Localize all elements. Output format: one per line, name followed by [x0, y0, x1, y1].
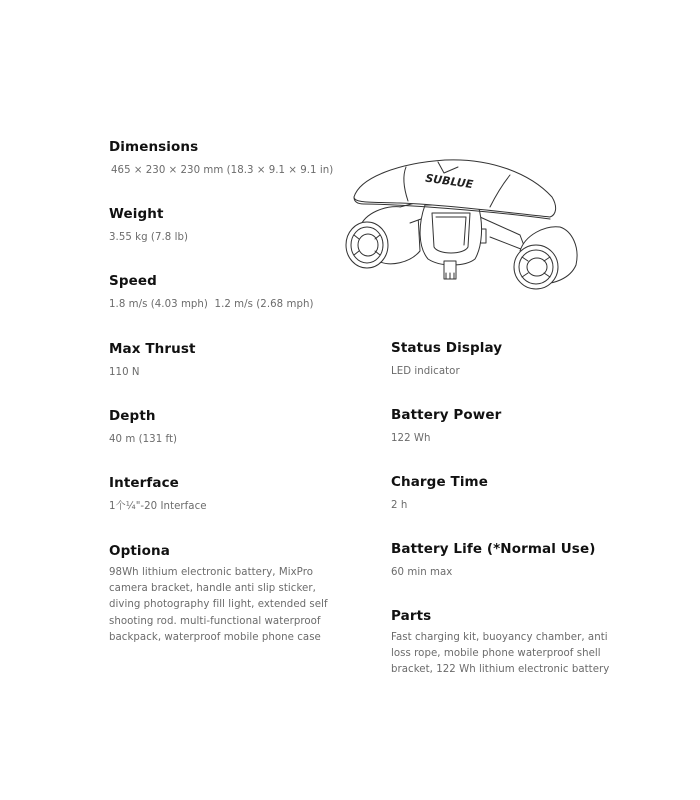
- spec-title: Dimensions: [109, 139, 199, 155]
- spec-speed: [109, 272, 314, 313]
- spec-dimensions: [109, 138, 333, 179]
- spec-interface: [109, 474, 207, 515]
- spec-title: Interface: [109, 475, 179, 491]
- spec-value: 60 min max: [391, 567, 453, 578]
- spec-parts: [391, 607, 616, 679]
- spec-title: Battery Power: [391, 407, 502, 423]
- spec-value: 465 × 230 × 230 mm (18.3 × 9.1 × 9.1 in): [111, 165, 334, 176]
- spec-title: Speed: [109, 273, 157, 289]
- spec-battery-life: [391, 540, 595, 581]
- spec-max-thrust: [109, 340, 196, 381]
- spec-value: 2 h: [391, 500, 408, 511]
- spec-value: 3.55 kg (7.8 lb): [109, 232, 189, 243]
- spec-depth: [109, 407, 177, 448]
- spec-value: 1.8 m/s (4.03 mph) 1.2 m/s (2.68 mph): [109, 299, 314, 310]
- spec-value: 1个¼"-20 Interface: [109, 501, 207, 512]
- spec-title: Battery Life (*Normal Use): [391, 541, 596, 557]
- right-thruster: [514, 227, 577, 289]
- brand-logo: SUBLUE: [424, 171, 474, 192]
- spec-battery-power: [391, 406, 501, 447]
- spec-title: Status Display: [391, 340, 503, 356]
- spec-value: 40 m (131 ft): [109, 434, 178, 445]
- spec-value: Fast charging kit, buoyancy chamber, anti loss rope, mobile phone waterproof shell bracket, 122 Wh lithium electronic battery: [391, 632, 610, 676]
- spec-optional: [109, 542, 344, 646]
- spec-value: LED indicator: [391, 366, 460, 377]
- spec-title: Charge Time: [391, 474, 488, 490]
- spec-title: Optiona: [109, 543, 170, 559]
- spec-value: 122 Wh: [391, 433, 431, 444]
- product-illustration: [340, 155, 590, 295]
- spec-title: Depth: [109, 408, 156, 424]
- spec-status-display: [391, 339, 502, 380]
- spec-value: 110 N: [109, 367, 140, 378]
- spec-title: Parts: [391, 608, 432, 624]
- center-handle: [420, 205, 481, 279]
- spec-charge-time: [391, 473, 488, 514]
- spec-title: Max Thrust: [109, 341, 196, 357]
- spec-weight: [109, 205, 188, 246]
- spec-value: 98Wh lithium electronic battery, MixPro camera bracket, handle anti slip sticker, diving photography fill light, extended self shooting rod. multi-functional waterproof backpack, waterproof mobile phone case: [109, 567, 328, 643]
- spec-title: Weight: [109, 206, 164, 222]
